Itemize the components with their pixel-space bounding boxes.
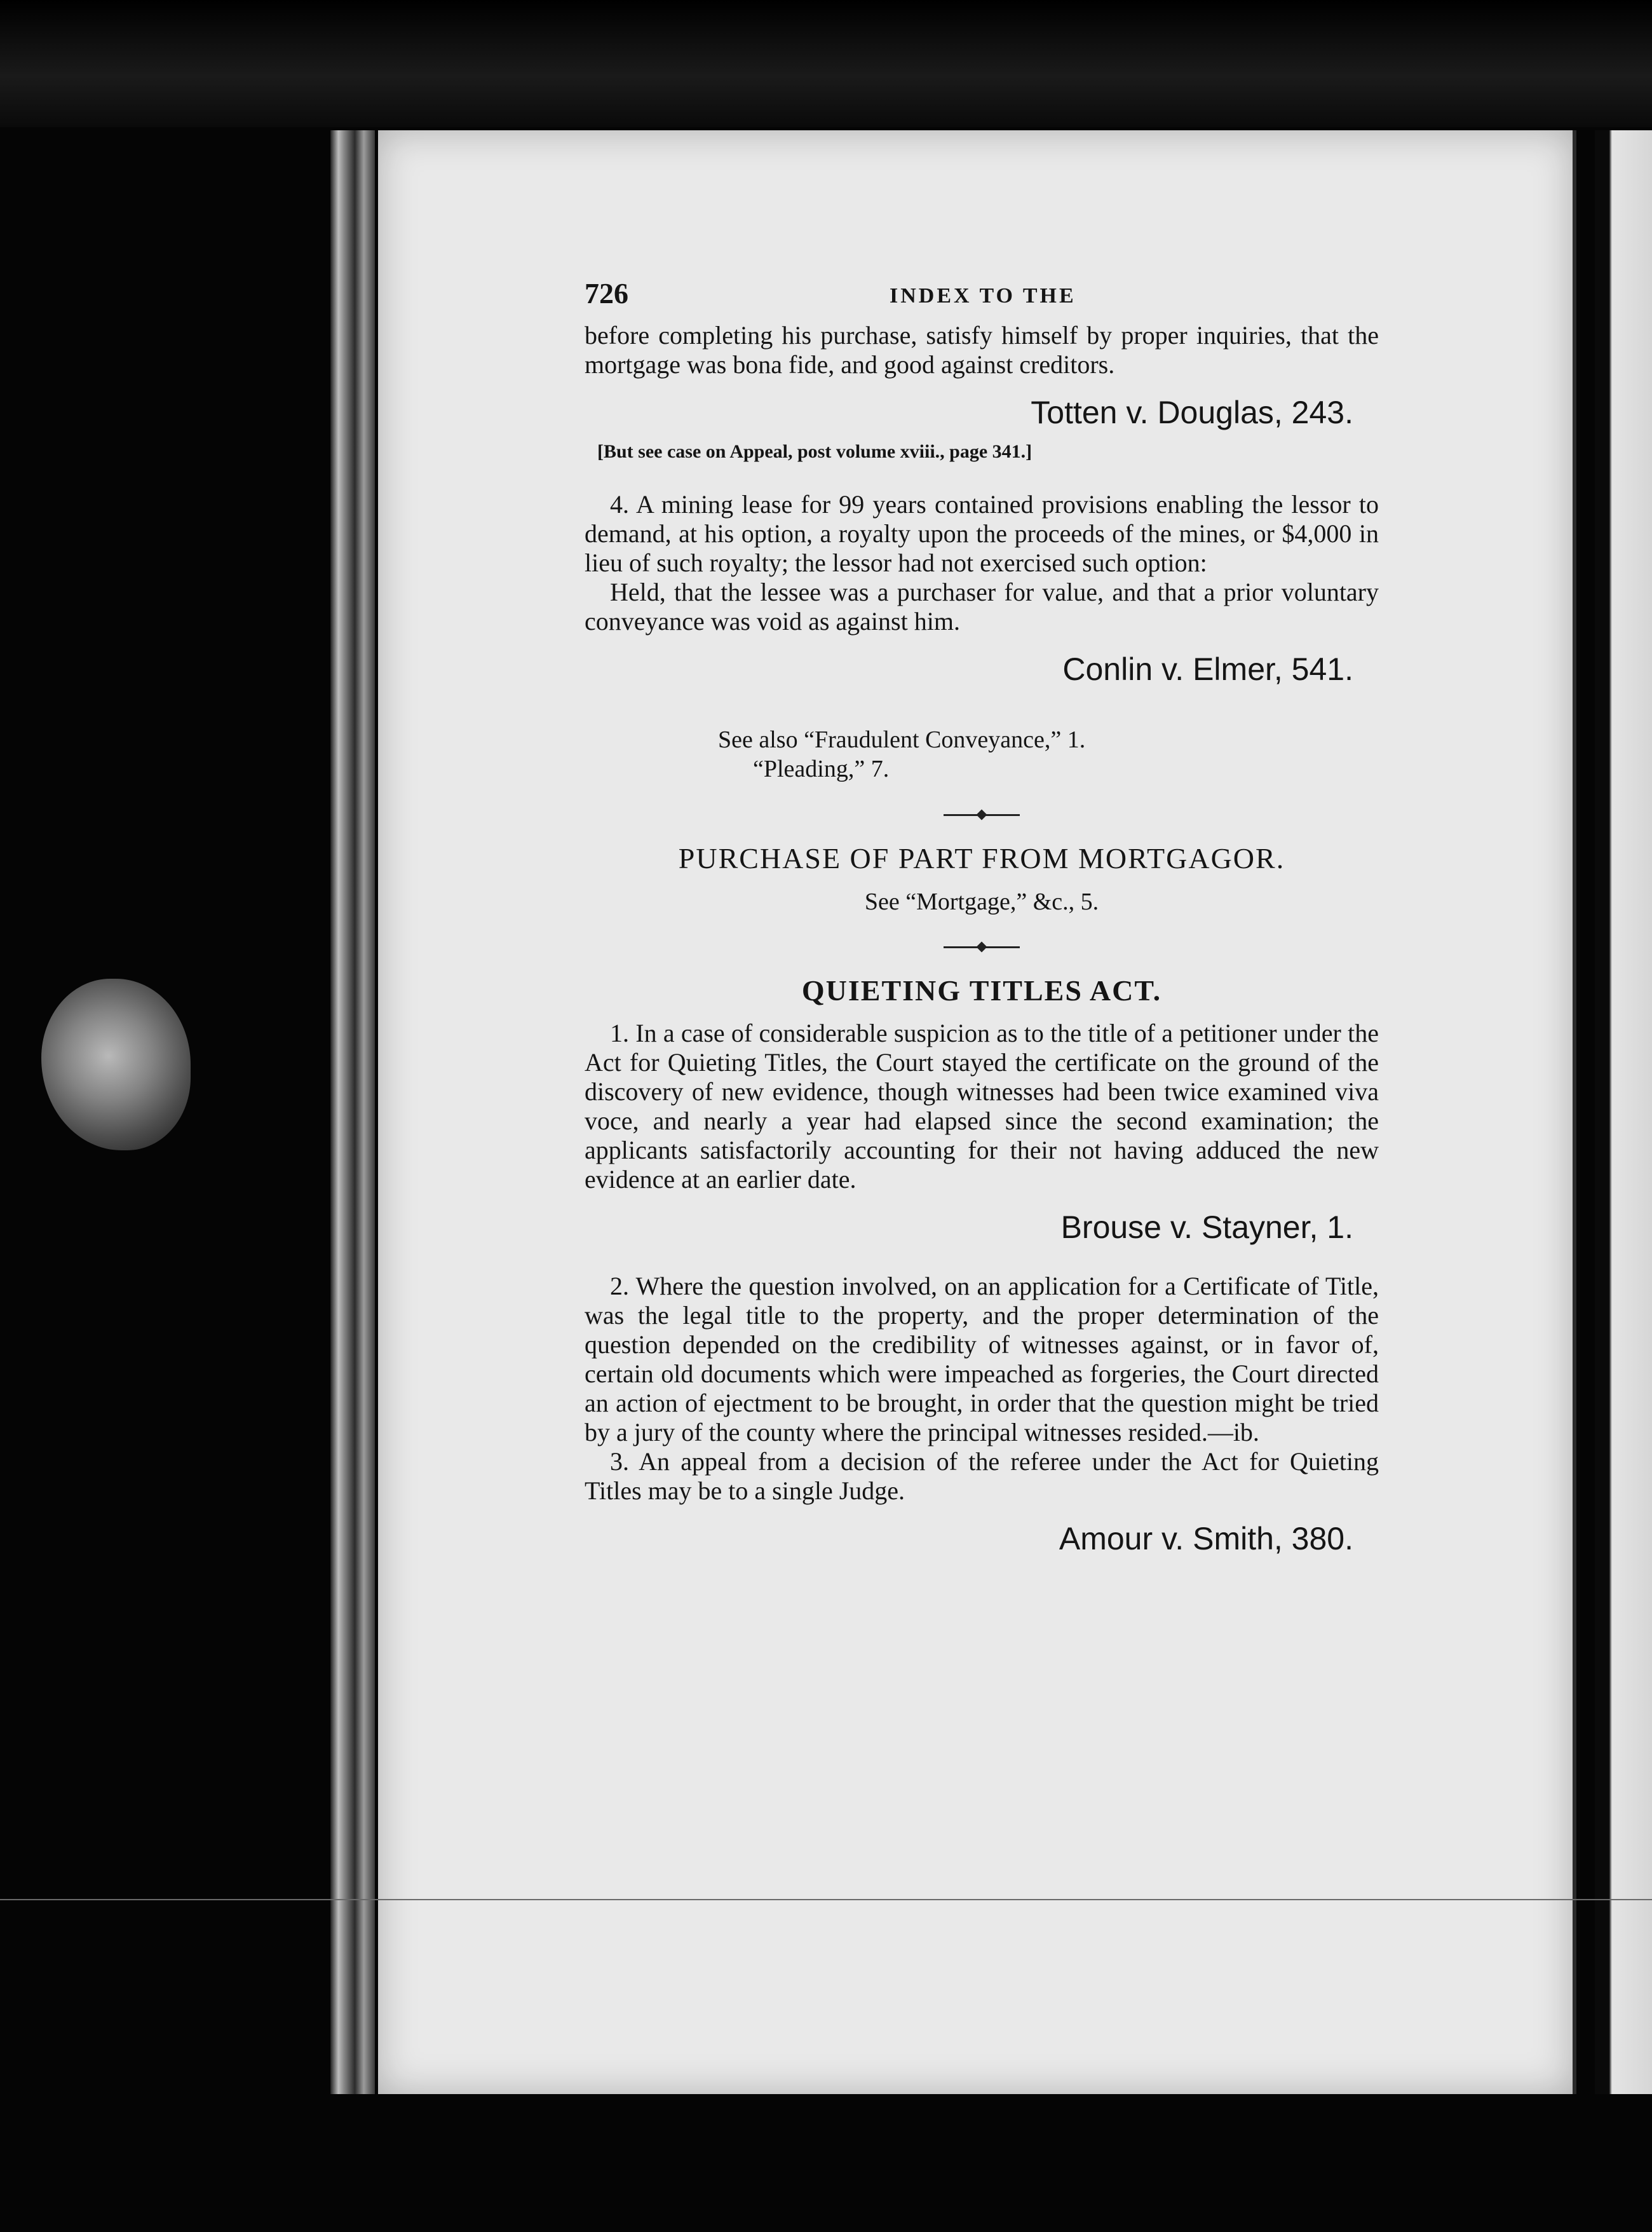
- facing-page-edge: [1595, 130, 1652, 2094]
- book-page: [378, 130, 1576, 2094]
- page-number: 726: [585, 277, 628, 310]
- see-also-block: [718, 725, 1379, 784]
- running-title: INDEX TO THE: [890, 284, 1076, 308]
- see-also-line: “Pleading,” 7.: [753, 756, 890, 782]
- continued-paragraph: before completing his purchase, satisfy himself by proper inquiries, that the mortgage was bona fide, and good against creditors.: [585, 321, 1379, 379]
- cross-reference: See “Mortgage,” &c., 5.: [864, 888, 1099, 915]
- film-top-band: [0, 0, 1652, 127]
- case-citation: Brouse v. Stayner, 1.: [1060, 1209, 1353, 1245]
- scan-artifact-line: [0, 1899, 1652, 1900]
- case-citation: Amour v. Smith, 380.: [1059, 1521, 1353, 1556]
- section-heading: QUIETING TITLES ACT.: [801, 974, 1162, 1007]
- see-also-line: See also “Fraudulent Conveyance,” 1.: [718, 726, 1086, 753]
- case-citation: Conlin v. Elmer, 541.: [1062, 651, 1353, 687]
- section-divider: [944, 946, 1020, 948]
- running-head: [585, 276, 1379, 321]
- appeal-note: [But see case on Appeal, post volume xviii., page 341.]: [597, 441, 1032, 462]
- paragraph-4: 4. A mining lease for 99 years contained provisions enabling the lessor to demand, at his option, a royalty upon the proceeds of the mines, or $4,000 in lieu of such royalty; the lessor had not exercised such option:: [585, 490, 1379, 577]
- paragraph-3: 3. An appeal from a decision of the referee under the Act for Quieting Titles may be to a single Judge.: [585, 1447, 1379, 1505]
- paragraph-2: 2. Where the question involved, on an application for a Certificate of Title, was the legal title to the property, and the proper determination of the question depended on the credibility of witnesses against, or in favor of, certain old documents which were impeached as forgeries, the Court directed an action of ejectment to be brought, in order that the question might be tried by a jury of the county where the principal witnesses resided.—ib.: [585, 1272, 1379, 1446]
- scan-smudge: [41, 979, 191, 1150]
- paragraph-1: 1. In a case of considerable suspicion as to the title of a petitioner under the Act for Quieting Titles, the Court stayed the certificate on the ground of the discovery of new evidence, though witnesses had been twice examined viva voce, and nearly a year had elapsed since the second examination; the applicants satisfactorily accounting for their not having adduced the new evidence at an earlier date.: [585, 1019, 1379, 1194]
- section-divider: [944, 814, 1020, 816]
- held-paragraph: Held, that the lessee was a purchaser for value, and that a prior voluntary conveyance was void as against him.: [585, 578, 1379, 636]
- book-binding-edge: [330, 130, 375, 2094]
- section-heading: PURCHASE OF PART FROM MORTGAGOR.: [678, 842, 1285, 874]
- page-content: [585, 276, 1379, 1558]
- case-citation: Totten v. Douglas, 243.: [1031, 395, 1353, 430]
